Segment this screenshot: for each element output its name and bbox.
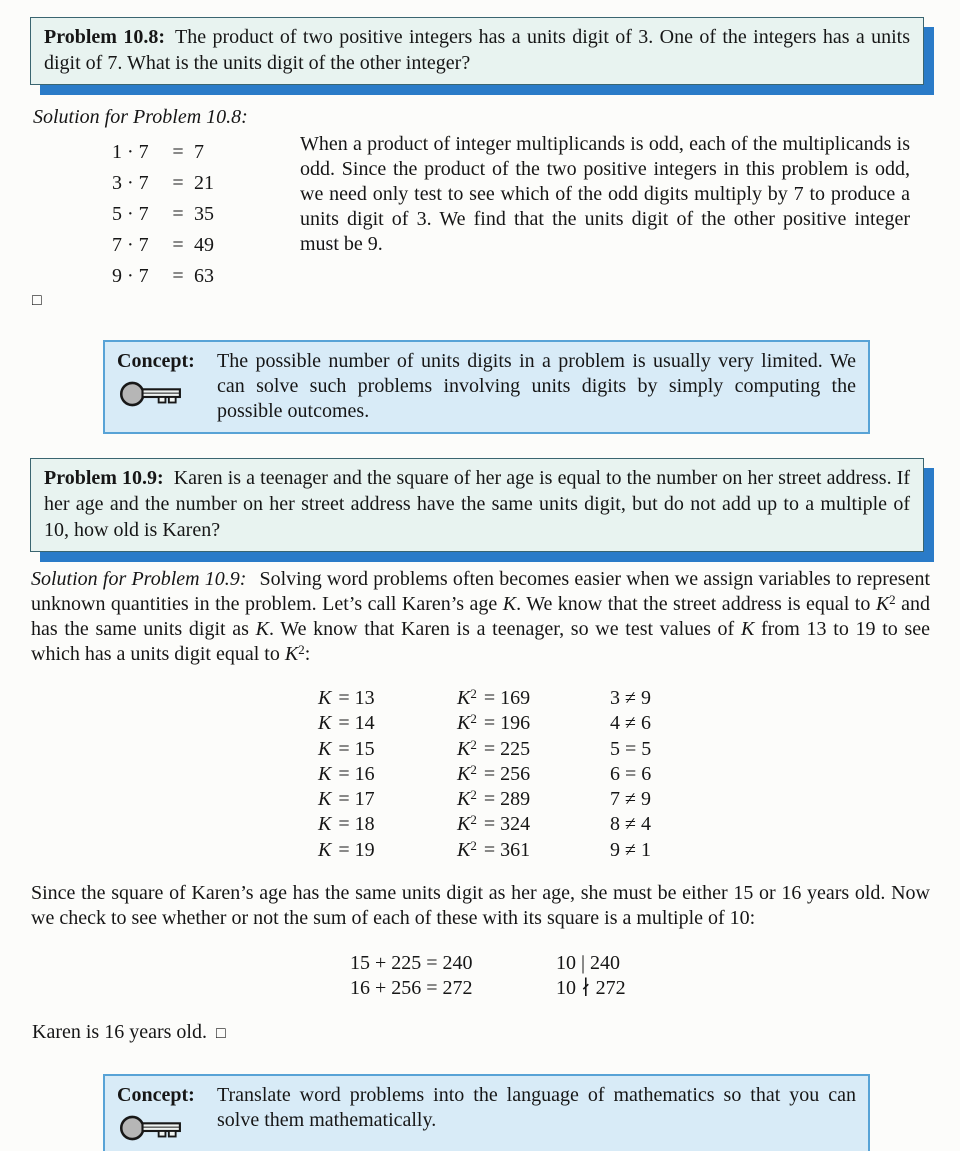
k-squared-cell — [457, 737, 610, 762]
solution-10-9-paragraph — [31, 567, 930, 667]
problem-10-8-text: The product of two positive integers has a units digit of 3. One of the integers has a units digit of 7. What is the units digit of the other integer? — [44, 26, 910, 74]
k-squared-cell — [457, 711, 610, 736]
variable-k: K — [457, 687, 471, 709]
k-cell — [318, 787, 457, 812]
variable-k: K — [457, 838, 471, 861]
qed-square: □ — [32, 292, 42, 309]
variable-k: K — [740, 618, 755, 640]
k-squared-cell — [457, 762, 610, 787]
k-value: = 13 — [338, 687, 375, 709]
digit-comparison: 4 ≠ 6 — [610, 712, 651, 735]
digit-comparison: 6 = 6 — [610, 762, 652, 785]
digit-comparison: 5 = 5 — [610, 737, 652, 760]
k-squared-value: = 324 — [483, 813, 531, 836]
equals-sign: = — [172, 172, 184, 194]
solution-10-9-heading: Solution for Problem 10.9: — [31, 568, 247, 590]
k-value: = 16 — [338, 762, 375, 785]
intro-text: . We know that the street address is equal to — [516, 593, 876, 615]
concept-text: Translate word problems into the language of mathematics so that you can solve them mathematically. — [217, 1084, 856, 1131]
concept-label: Concept: — [117, 350, 195, 372]
conclusion-text: Karen is 16 years old. — [32, 1021, 207, 1043]
variable-k: K — [457, 737, 471, 760]
conclusion-line — [32, 1021, 226, 1044]
k-squared-value: = 361 — [483, 838, 531, 861]
k-value: = 15 — [338, 737, 375, 760]
product-expr: 1 · 7 — [112, 141, 149, 163]
product-value: 35 — [194, 203, 214, 225]
digit-comparison: 7 ≠ 9 — [610, 788, 651, 811]
k-squared-value: = 256 — [483, 762, 531, 785]
variable-k: K — [318, 813, 332, 836]
variable-k: K — [318, 788, 332, 811]
k-squared-value: = 225 — [483, 737, 531, 760]
k-squared-cell — [457, 812, 610, 837]
concept-label-column — [117, 349, 217, 424]
key-icon — [118, 1111, 184, 1145]
exponent-2: 2 — [470, 787, 477, 803]
problem-10-9-text: Karen is a teenager and the square of her age is equal to the number on her street address. If her age and the number on her street address have the same units digit, but do not add up to a multiple of 10, how old is Karen? — [44, 467, 911, 541]
digit-comparison: 9 ≠ 1 — [610, 838, 651, 861]
k-squared-value: = 196 — [483, 712, 531, 735]
variable-k: K — [318, 712, 332, 735]
variable-k: K — [457, 813, 471, 836]
problem-10-9-label: Problem 10.9: — [44, 467, 164, 489]
variable-k: K — [457, 762, 471, 785]
k-squared-value: = 169 — [483, 687, 531, 709]
k-cell — [318, 711, 457, 736]
qed-square: □ — [215, 1025, 226, 1042]
sum-checks-table — [350, 951, 626, 1001]
exponent-2: 2 — [470, 761, 477, 777]
intro-text: : — [304, 643, 311, 665]
equals-sign: = — [172, 265, 184, 287]
k-cell — [318, 812, 457, 837]
product-expr: 5 · 7 — [112, 203, 149, 225]
product-expr: 3 · 7 — [112, 172, 149, 194]
k-value: = 17 — [338, 788, 375, 811]
concept-box-2 — [103, 1074, 870, 1151]
k-value: = 19 — [338, 838, 375, 861]
product-value: 49 — [194, 234, 214, 256]
divisibility-check: 10 | 240 — [556, 952, 621, 974]
digit-comparison: 8 ≠ 4 — [610, 813, 651, 836]
variable-k: K — [875, 593, 890, 615]
concept-label: Concept: — [117, 1084, 195, 1106]
intro-text: and has the same units digit as — [31, 593, 931, 640]
exponent-2: 2 — [889, 592, 896, 607]
exponent-2: 2 — [470, 812, 477, 828]
k-value: = 18 — [338, 813, 375, 836]
exponent-2: 2 — [470, 686, 477, 701]
k-cell — [318, 737, 457, 762]
variable-k: K — [318, 737, 332, 760]
problem-10-8-label: Problem 10.8: — [44, 26, 165, 48]
exponent-2: 2 — [298, 642, 305, 657]
solution-10-8-heading: Solution for Problem 10.8: — [33, 106, 248, 128]
equals-sign: = — [172, 203, 184, 225]
k-values-table — [318, 686, 651, 863]
divisibility-check: 10 ∤ 272 — [556, 977, 626, 999]
variable-k: K — [318, 838, 332, 861]
intro-text: Solving word problems often becomes easier when we assign variables to represent unknown quantities in the problem. Let’s call Karen’s age — [31, 568, 930, 615]
product-value: 7 — [194, 141, 204, 163]
k-squared-cell — [457, 787, 610, 812]
solution-10-8-paragraph: When a product of integer multiplicands is odd, each of the multiplicands is odd. Since the product of the two positive integers in this problem is odd, we need only test to see which of the odd digits multiply by 7 to produce a units digit of 3. We find that the units digit of the other positive integer must be 9. — [300, 133, 910, 255]
k-value: = 14 — [338, 712, 375, 735]
sum-equation: 15 + 225 = 240 — [350, 952, 473, 974]
exponent-2: 2 — [470, 736, 477, 752]
exponent-2: 2 — [470, 837, 477, 853]
problem-box-10-9 — [30, 458, 924, 552]
variable-k: K — [502, 593, 517, 615]
variable-k: K — [255, 618, 269, 640]
k-squared-cell — [457, 686, 610, 711]
intro-text: from 13 to 19 to see which has a units digit equal to — [31, 618, 931, 665]
product-expr: 7 · 7 — [112, 234, 149, 256]
variable-k: K — [457, 788, 471, 811]
k-cell — [318, 686, 457, 711]
exponent-2: 2 — [470, 711, 477, 727]
k-cell — [318, 838, 457, 863]
equals-sign: = — [172, 141, 184, 163]
product-value: 63 — [194, 265, 214, 287]
variable-k: K — [318, 762, 332, 785]
concept-text: The possible number of units digits in a problem is usually very limited. We can solve such problems involving units digits by simply computing the possible outcomes. — [217, 350, 856, 422]
problem-box-10-8 — [30, 17, 924, 85]
sum-equation: 16 + 256 = 272 — [350, 977, 473, 999]
solution-10-9-followup: Since the square of Karen’s age has the same units digit as her age, she must be either 15 or 16 years old. Now we check to see whether or not the sum of each of these with its square is a multiple of 10: — [31, 882, 930, 929]
concept-box-1 — [103, 340, 870, 434]
products-table — [112, 140, 214, 289]
k-cell — [318, 762, 457, 787]
concept-label-column — [117, 1083, 217, 1145]
product-expr: 9 · 7 — [112, 265, 149, 287]
intro-text: . We know that Karen is a teenager, so we test values of — [268, 618, 741, 640]
product-value: 21 — [194, 172, 214, 194]
k-squared-value: = 289 — [483, 788, 531, 811]
digit-comparison: 3 ≠ 9 — [610, 687, 651, 709]
k-squared-cell — [457, 838, 610, 863]
variable-k: K — [318, 687, 332, 709]
variable-k: K — [284, 643, 299, 665]
variable-k: K — [457, 712, 471, 735]
key-icon — [118, 377, 184, 411]
equals-sign: = — [172, 234, 184, 256]
